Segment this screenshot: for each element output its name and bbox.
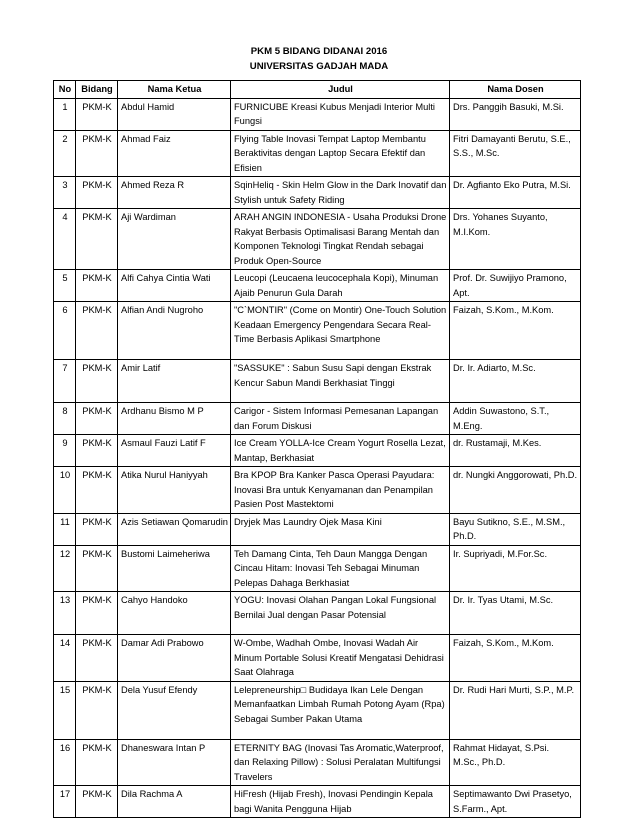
cell-nama-dosen: Faizah, S.Kom., M.Kom. bbox=[450, 635, 581, 682]
cell-nama-dosen: Septimawanto Dwi Prasetyo, S.Farm., Apt. bbox=[450, 786, 581, 818]
cell-judul: YOGU: Inovasi Olahan Pangan Lokal Fungsional Bernilai Jual dengan Pasar Potensial bbox=[231, 592, 450, 635]
cell-bidang: PKM-K bbox=[76, 302, 118, 360]
cell-nama-dosen: Ir. Supriyadi, M.For.Sc. bbox=[450, 545, 581, 592]
cell-no: 2 bbox=[54, 130, 76, 177]
cell-judul: Teh Damang Cinta, Teh Daun Mangga Dengan Cincau Hitam: Inovasi Teh Sebagai Minuman Pelepas Dahaga Berkhasiat bbox=[231, 545, 450, 592]
table-row bbox=[54, 635, 581, 682]
table-row bbox=[54, 739, 581, 786]
cell-no: 13 bbox=[54, 592, 76, 635]
table-row bbox=[54, 130, 581, 177]
cell-no: 4 bbox=[54, 209, 76, 270]
cell-judul: Flying Table Inovasi Tempat Laptop Membantu Beraktivitas dengan Laptop Secara Efektif dan Efisien bbox=[231, 130, 450, 177]
table-row bbox=[54, 545, 581, 592]
cell-bidang: PKM-K bbox=[76, 592, 118, 635]
cell-bidang: PKM-K bbox=[76, 209, 118, 270]
cell-nama-ketua: Ahmad Faiz bbox=[118, 130, 231, 177]
cell-bidang: PKM-K bbox=[76, 681, 118, 739]
document-title bbox=[0, 44, 638, 74]
cell-no: 15 bbox=[54, 681, 76, 739]
cell-bidang: PKM-K bbox=[76, 435, 118, 467]
cell-nama-ketua: Atika Nurul Haniyyah bbox=[118, 467, 231, 514]
header-nama-ketua: Nama Ketua bbox=[118, 81, 231, 99]
cell-nama-dosen: Prof. Dr. Suwijiyo Pramono, Apt. bbox=[450, 270, 581, 302]
cell-nama-dosen: Dr. Rudi Hari Murti, S.P., M.P. bbox=[450, 681, 581, 739]
cell-nama-ketua: Ardhanu Bismo M P bbox=[118, 403, 231, 435]
cell-nama-dosen: Dr. Ir. Adiarto, M.Sc. bbox=[450, 360, 581, 403]
cell-nama-dosen: Dr. Ir. Tyas Utami, M.Sc. bbox=[450, 592, 581, 635]
cell-judul: "SASSUKE" : Sabun Susu Sapi dengan Ekstrak Kencur Sabun Mandi Berkhasiat Tinggi bbox=[231, 360, 450, 403]
cell-nama-ketua: Dhaneswara Intan P bbox=[118, 739, 231, 786]
cell-judul: FURNICUBE Kreasi Kubus Menjadi Interior Multi Fungsi bbox=[231, 98, 450, 130]
cell-nama-ketua: Bustomi Laimeheriwa bbox=[118, 545, 231, 592]
cell-nama-ketua: Azis Setiawan Qomarudin bbox=[118, 513, 231, 545]
table-row bbox=[54, 270, 581, 302]
cell-nama-dosen: Dr. Agfianto Eko Putra, M.Si. bbox=[450, 177, 581, 209]
cell-nama-dosen: dr. Nungki Anggorowati, Ph.D. bbox=[450, 467, 581, 514]
cell-no: 17 bbox=[54, 786, 76, 818]
cell-bidang: PKM-K bbox=[76, 360, 118, 403]
header-nama-dosen: Nama Dosen bbox=[450, 81, 581, 99]
cell-bidang: PKM-K bbox=[76, 739, 118, 786]
cell-nama-dosen: Drs. Panggih Basuki, M.Si. bbox=[450, 98, 581, 130]
cell-bidang: PKM-K bbox=[76, 130, 118, 177]
table-row bbox=[54, 360, 581, 403]
cell-no: 12 bbox=[54, 545, 76, 592]
table-row bbox=[54, 435, 581, 467]
cell-judul: ETERNITY BAG (Inovasi Tas Aromatic,Waterproof, dan Relaxing Pillow) : Solusi Peralatan Multifungsi Travelers bbox=[231, 739, 450, 786]
table-row bbox=[54, 467, 581, 514]
cell-no: 9 bbox=[54, 435, 76, 467]
table-row bbox=[54, 513, 581, 545]
table-row bbox=[54, 302, 581, 360]
cell-nama-dosen: Addin Suwastono, S.T., M.Eng. bbox=[450, 403, 581, 435]
cell-nama-dosen: Rahmat Hidayat, S.Psi. M.Sc., Ph.D. bbox=[450, 739, 581, 786]
cell-no: 6 bbox=[54, 302, 76, 360]
cell-bidang: PKM-K bbox=[76, 545, 118, 592]
cell-judul: HiFresh (Hijab Fresh), Inovasi Pendingin Kepala bagi Wanita Pengguna Hijab bbox=[231, 786, 450, 818]
cell-judul: Bra KPOP Bra Kanker Pasca Operasi Payudara: Inovasi Bra untuk Kenyamanan dan Penampilan Pasien Post Mastektomi bbox=[231, 467, 450, 514]
cell-no: 11 bbox=[54, 513, 76, 545]
cell-no: 16 bbox=[54, 739, 76, 786]
cell-nama-ketua: Asmaul Fauzi Latif F bbox=[118, 435, 231, 467]
cell-nama-ketua: Dila Rachma A bbox=[118, 786, 231, 818]
cell-judul: Carigor - Sistem Informasi Pemesanan Lapangan dan Forum Diskusi bbox=[231, 403, 450, 435]
cell-nama-ketua: Aji Wardiman bbox=[118, 209, 231, 270]
cell-no: 7 bbox=[54, 360, 76, 403]
header-bidang: Bidang bbox=[76, 81, 118, 99]
table-row bbox=[54, 209, 581, 270]
cell-bidang: PKM-K bbox=[76, 177, 118, 209]
cell-no: 3 bbox=[54, 177, 76, 209]
cell-bidang: PKM-K bbox=[76, 403, 118, 435]
cell-bidang: PKM-K bbox=[76, 635, 118, 682]
title-line-2: UNIVERSITAS GADJAH MADA bbox=[249, 61, 389, 72]
header-no: No bbox=[54, 81, 76, 99]
cell-judul: ARAH ANGIN INDONESIA - Usaha Produksi Drone Rakyat Berbasis Optimalisasi Barang Mentah dan Komponen Teknologi Tingkat Rendah sebagai Produk Open-Source bbox=[231, 209, 450, 270]
cell-nama-ketua: Alfian Andi Nugroho bbox=[118, 302, 231, 360]
table-row bbox=[54, 177, 581, 209]
cell-nama-dosen: Drs. Yohanes Suyanto, M.I.Kom. bbox=[450, 209, 581, 270]
cell-judul: "C`MONTIR" (Come on Montir) One-Touch Solution Keadaan Emergency Pengendara Secara Real-Time Berbasis Aplikasi Smartphone bbox=[231, 302, 450, 360]
cell-nama-dosen: Faizah, S.Kom., M.Kom. bbox=[450, 302, 581, 360]
cell-nama-dosen: dr. Rustamaji, M.Kes. bbox=[450, 435, 581, 467]
cell-nama-ketua: Cahyo Handoko bbox=[118, 592, 231, 635]
table-body bbox=[54, 98, 581, 818]
cell-nama-ketua: Ahmed Reza R bbox=[118, 177, 231, 209]
pkm-table bbox=[53, 80, 581, 818]
cell-judul: Ice Cream YOLLA-Ice Cream Yogurt Rosella Lezat, Mantap, Berkhasiat bbox=[231, 435, 450, 467]
table-row bbox=[54, 681, 581, 739]
header-judul: Judul bbox=[231, 81, 450, 99]
cell-judul: Dryjek Mas Laundry Ojek Masa Kini bbox=[231, 513, 450, 545]
title-line-1: PKM 5 BIDANG DIDANAI 2016 bbox=[250, 46, 388, 57]
cell-nama-ketua: Alfi Cahya Cintia Wati bbox=[118, 270, 231, 302]
cell-nama-dosen: Fitri Damayanti Berutu, S.E., S.S., M.Sc. bbox=[450, 130, 581, 177]
cell-judul: SqinHeliq - Skin Helm Glow in the Dark Inovatif dan Stylish untuk Safety Riding bbox=[231, 177, 450, 209]
cell-judul: W-Ombe, Wadhah Ombe, Inovasi Wadah Air Minum Portable Solusi Kreatif Mengatasi Dehidrasi Saat Olahraga bbox=[231, 635, 450, 682]
cell-nama-ketua: Dela Yusuf Efendy bbox=[118, 681, 231, 739]
cell-nama-dosen: Bayu Sutikno, S.E., M.SM., Ph.D. bbox=[450, 513, 581, 545]
cell-no: 1 bbox=[54, 98, 76, 130]
cell-no: 14 bbox=[54, 635, 76, 682]
cell-nama-ketua: Damar Adi Prabowo bbox=[118, 635, 231, 682]
table-row bbox=[54, 592, 581, 635]
cell-bidang: PKM-K bbox=[76, 513, 118, 545]
cell-nama-ketua: Amir Latif bbox=[118, 360, 231, 403]
cell-nama-ketua: Abdul Hamid bbox=[118, 98, 231, 130]
cell-no: 10 bbox=[54, 467, 76, 514]
cell-judul: Leucopi (Leucaena leucocephala Kopi), Minuman Ajaib Penurun Gula Darah bbox=[231, 270, 450, 302]
cell-no: 5 bbox=[54, 270, 76, 302]
table-row bbox=[54, 786, 581, 818]
cell-bidang: PKM-K bbox=[76, 786, 118, 818]
cell-bidang: PKM-K bbox=[76, 98, 118, 130]
table-header-row bbox=[54, 81, 581, 99]
cell-no: 8 bbox=[54, 403, 76, 435]
cell-bidang: PKM-K bbox=[76, 467, 118, 514]
cell-judul: Lelepreneurship□ Budidaya Ikan Lele Dengan Memanfaatkan Limbah Rumah Potong Ayam (Rpa) Sebagai Sumber Pakan Utama bbox=[231, 681, 450, 739]
table-row bbox=[54, 403, 581, 435]
table-row bbox=[54, 98, 581, 130]
cell-bidang: PKM-K bbox=[76, 270, 118, 302]
